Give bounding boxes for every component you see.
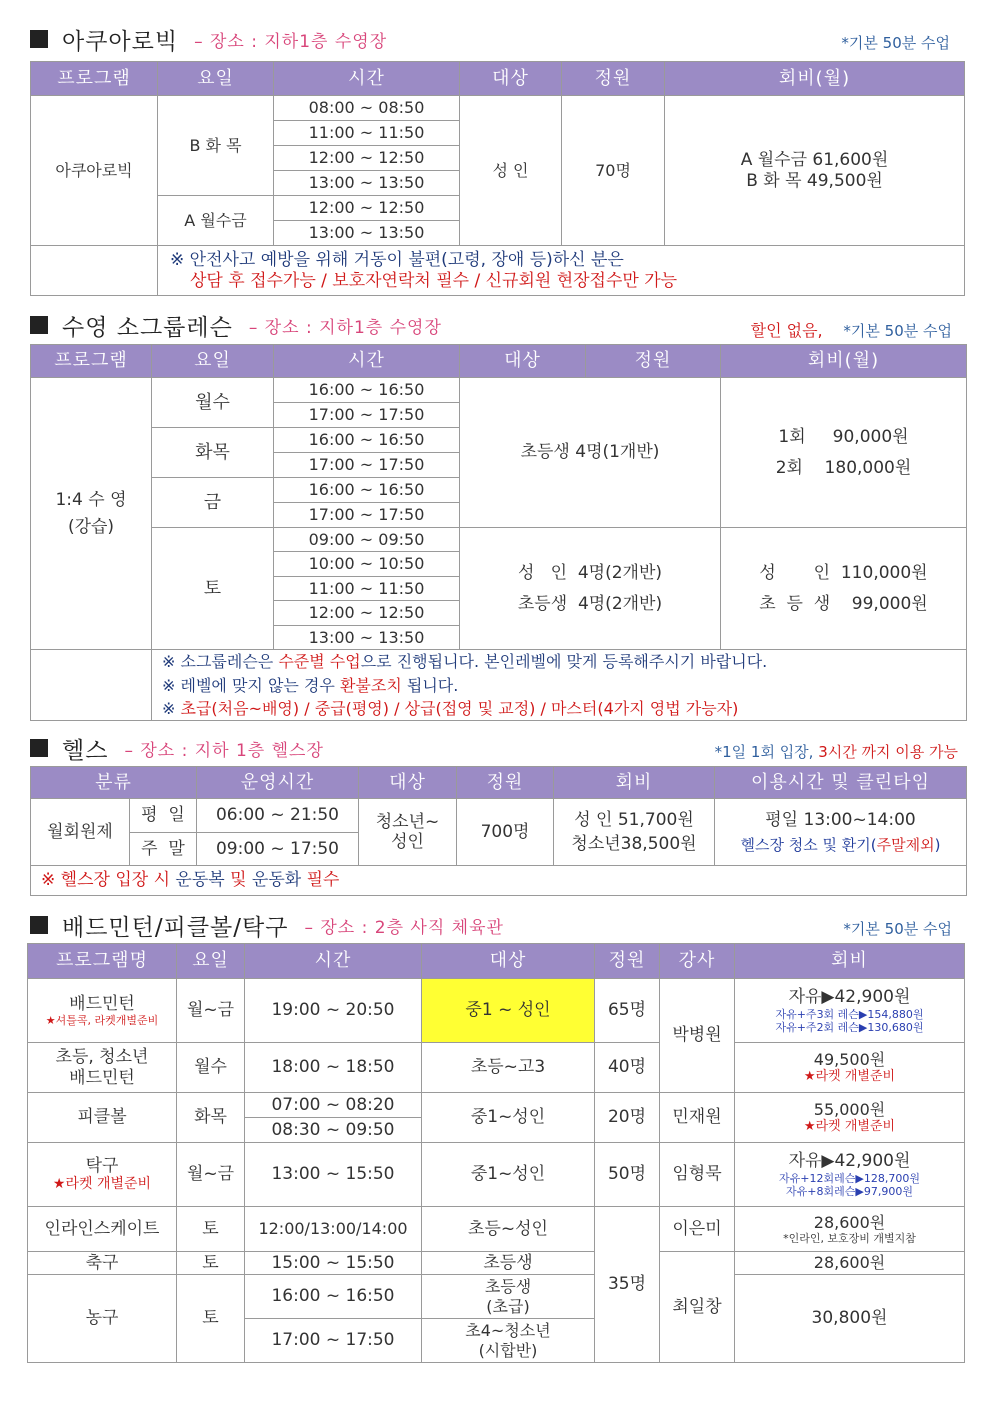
swim-note-blue: *기본 50분 수업 [843,322,952,340]
time-cell: 12:00 ~ 12:50 [274,146,460,171]
aqua-section-title [30,24,387,54]
table-row [28,1043,965,1093]
basket-target-2a: 초4~청소년 [465,1321,551,1341]
inline-target: 초등~성인 [422,1207,595,1252]
pickle-name: 피클볼 [28,1093,177,1143]
health-note-a: *1일 1회 입장, [714,743,819,761]
aqua-title: 아쿠아로빅 [62,28,179,55]
pickle-day: 화목 [177,1093,245,1143]
basket-day: 토 [177,1275,245,1363]
sports-note: *기본 50분 수업 [843,920,952,938]
basket-target-1 [422,1275,595,1319]
inline-fee [735,1207,965,1252]
time-cell: 08:00 ~ 08:50 [274,96,460,121]
badminton-name-text: 배드민턴 [69,993,135,1014]
swim-note-red: 할인 없음, [750,321,823,340]
square-bullet-icon [30,316,48,334]
swim-warn1-b: 수준별 수업 [278,652,361,671]
time-cell: 09:00 ~ 09:50 [274,528,460,552]
col-header: 프로그램 [31,345,152,378]
soccer-day: 토 [177,1252,245,1275]
swim-fee-sat [721,528,967,650]
tt-name [28,1143,177,1207]
shared-instructor: 최일창 [660,1252,735,1363]
youth-name-1: 초등, 청소년 [55,1047,149,1068]
health-fee-1: 성 인 51,700원 [574,809,694,830]
badminton-name [28,979,177,1043]
aqua-table [30,61,965,296]
pickle-fee-value: 55,000원 [813,1100,886,1120]
health-clean-2a: 헬스장 청소 및 환기( [740,836,877,855]
basket-target-2 [422,1319,595,1363]
youth-fee [735,1043,965,1093]
basket-target-1a: 초등생 [484,1277,532,1297]
time-cell: 16:00 ~ 16:50 [274,378,460,403]
col-header: 정원 [562,62,665,96]
health-time-weekday: 06:00 ~ 21:50 [197,799,359,833]
swim-warn3-b: 초급(처음~배영) / 중급(평영) / 상급(접영 및 교정) / 마스터(4가지 영법 가능자) [180,699,739,718]
aqua-target: 성 인 [460,96,562,246]
aqua-note: *기본 50분 수업 [841,34,950,52]
basket-name: 농구 [28,1275,177,1363]
col-header: 대상 [422,944,595,979]
shared-capacity: 35명 [595,1207,660,1363]
basket-target-2b: (시합반) [478,1340,538,1360]
col-header: 정원 [457,767,554,799]
swim-target-sat [460,528,721,650]
soccer-name: 축구 [28,1252,177,1275]
swim-fee-sat-2: 초 등 생 99,000원 [759,593,928,614]
swim-location: – 장소 : 지하1층 수영장 [248,317,442,338]
health-section-title [30,733,324,763]
swim-fee-1: 1회 90,000원 [778,427,909,448]
badminton-target: 중1 ~ 성인 [422,979,595,1043]
tt-sub: ★라켓 개별준비 [52,1176,152,1193]
tt-fee-8: 자유+8회레슨▶97,900원 [786,1184,913,1198]
health-weekday: 평 일 [130,799,197,833]
aqua-warning [158,246,965,296]
tt-name-text: 탁구 [85,1155,119,1176]
col-header: 대상 [460,345,586,378]
col-header: 시간 [274,62,460,96]
swim-day: 토 [152,528,274,650]
swim-target-weekday: 초등생 4명(1개반) [460,378,721,528]
youth-name [28,1043,177,1093]
col-header: 회비(월) [665,62,965,96]
soccer-target: 초등생 [422,1252,595,1275]
col-header: 운영시간 [197,767,359,799]
aqua-warn-line2: 상담 후 접수가능 / 보호자연락처 필수 / 신규회원 현장접수만 가능 [190,270,678,291]
youth-time: 18:00 ~ 18:50 [245,1043,422,1093]
swim-title: 수영 소그룹레슨 [62,314,233,341]
basket-time-2: 17:00 ~ 17:50 [245,1319,422,1363]
aqua-header-row [31,62,965,96]
pickle-time-2: 08:30 ~ 09:50 [245,1118,422,1143]
inline-fee-note: *인라인, 보호장비 개별지참 [783,1232,916,1245]
swim-day: 월수 [152,378,274,428]
health-warn-a: ※ 헬스장 입장 시 [41,870,176,891]
inline-day: 토 [177,1207,245,1252]
tt-fee-12: 자유+12회레슨▶128,700원 [779,1171,920,1185]
aqua-location: – 장소 : 지하1층 수영장 [194,31,388,52]
soccer-fee: 28,600원 [735,1252,965,1275]
time-cell: 17:00 ~ 17:50 [274,503,460,528]
swim-warn2-b: 환불조치 [339,676,402,695]
health-capacity: 700명 [457,799,554,866]
inline-instructor: 이은미 [660,1207,735,1252]
health-location: – 장소 : 지하 1층 헬스장 [124,740,324,761]
square-bullet-icon [30,30,48,48]
col-header: 대상 [460,62,562,96]
badminton-sub: ★셔틀콕, 라켓개별준비 [45,1014,159,1028]
health-note [715,741,958,762]
swim-warn3-a: ※ [162,699,181,718]
aqua-fee-b: B 화 목 49,500원 [746,170,883,191]
health-clean-2b: 주말제외 [876,836,935,855]
swim-header-row [31,345,967,378]
tt-day: 월~금 [177,1143,245,1207]
aqua-program: 아쿠아로빅 [31,96,158,246]
square-bullet-icon [30,916,48,934]
aqua-day-b: B 화 목 [158,96,274,196]
col-header: 이용시간 및 클린타임 [715,767,967,799]
aqua-fee [665,96,965,246]
health-note-b: 3시간 까지 이용 가능 [818,743,958,761]
swim-warn-line2 [162,674,966,697]
square-bullet-icon [30,739,48,757]
col-header: 정원 [595,944,660,979]
time-cell: 12:00 ~ 12:50 [274,601,460,626]
time-cell: 11:00 ~ 11:50 [274,577,460,601]
tt-fee [735,1143,965,1207]
aqua-fee-a: A 월수금 61,600원 [740,150,889,171]
swim-warn-line3 [162,697,966,720]
tt-instructor: 임형묵 [660,1143,735,1207]
health-warn-b: 운동복 [175,870,225,891]
youth-fee-note: ★라켓 개별준비 [803,1069,896,1085]
col-header: 강사 [660,944,735,979]
youth-day: 월수 [177,1043,245,1093]
time-cell: 17:00 ~ 17:50 [274,453,460,478]
pickle-time-1: 07:00 ~ 08:20 [245,1093,422,1118]
sports-title: 배드민턴/피클볼/탁구 [62,914,289,941]
swim-program [31,378,152,650]
table-row [28,1143,965,1207]
swim-fee-weekday [721,378,967,528]
health-time-weekend: 09:00 ~ 17:50 [197,833,359,866]
health-title: 헬스 [62,737,109,764]
col-header: 프로그램 [31,62,158,96]
soccer-time: 15:00 ~ 15:50 [245,1252,422,1275]
aqua-capacity: 70명 [562,96,665,246]
swim-table [30,344,967,721]
swim-target-sat-2: 초등생 4명(2개반) [517,593,663,614]
badminton-instructor: 박병원 [660,979,735,1093]
basket-target-1b: (초급) [486,1296,530,1316]
time-cell: 12:00 ~ 12:50 [274,196,460,221]
tt-time: 13:00 ~ 15:50 [245,1143,422,1207]
tt-fee-free: 자유▶42,900원 [788,1151,911,1172]
youth-target: 초등~고3 [422,1043,595,1093]
swim-warn-line1 [162,650,966,674]
health-warn-c: 및 [224,870,252,891]
swim-target-sat-1: 성 인 4명(2개반) [517,563,663,584]
badminton-time: 19:00 ~ 20:50 [245,979,422,1043]
health-category: 월회원제 [31,799,130,866]
swim-warning [152,650,967,721]
col-header: 요일 [158,62,274,96]
basket-fee: 30,800원 [735,1275,965,1363]
badminton-fee [735,979,965,1043]
inline-time: 12:00/13:00/14:00 [245,1207,422,1252]
badminton-fee-3x: 자유+주3회 레슨▶154,880원 [775,1007,924,1021]
health-fee [554,799,715,866]
sports-location: – 장소 : 2층 사직 체육관 [304,917,504,938]
health-target [359,799,457,866]
health-clean [715,799,967,866]
sports-table [27,943,965,1363]
col-header: 시간 [274,345,460,378]
time-cell: 16:00 ~ 16:50 [274,428,460,453]
youth-fee-value: 49,500원 [813,1050,886,1070]
tt-target: 중1~성인 [422,1143,595,1207]
badminton-day: 월~금 [177,979,245,1043]
swim-warn1-a: ※ 소그룹레슨은 [162,652,279,671]
swim-section-title [30,310,442,340]
time-cell: 13:00 ~ 13:50 [274,221,460,246]
table-row [28,1252,965,1275]
pickle-fee [735,1093,965,1143]
pickle-capacity: 20명 [595,1093,660,1143]
youth-capacity: 40명 [595,1043,660,1093]
basket-time-1: 16:00 ~ 16:50 [245,1275,422,1319]
time-cell: 11:00 ~ 11:50 [274,121,460,146]
health-target-1: 청소년~ [375,811,440,832]
col-header: 분류 [31,767,197,799]
health-warn-d: 운동화 [251,870,302,891]
col-header: 요일 [177,944,245,979]
time-cell: 16:00 ~ 16:50 [274,478,460,503]
swim-note [751,318,952,341]
badminton-capacity: 65명 [595,979,660,1043]
swim-warn2-c: 됩니다. [401,676,459,695]
swim-warn-spacer [31,650,152,721]
health-warn-e: 필수 [301,870,340,891]
time-cell: 13:00 ~ 13:50 [274,171,460,196]
col-header: 회비(월) [721,345,967,378]
aqua-warn-line1: ※ 안전사고 예방을 위해 거동이 불편(고령, 장애 등)하신 분은 [170,250,624,271]
badminton-fee-free: 자유▶42,900원 [788,987,911,1008]
swim-warn1-c: 으로 진행됩니다. 본인레벨에 맞게 등록해주시기 바랍니다. [360,652,768,671]
aqua-day-a: A 월수금 [158,196,274,246]
col-header: 프로그램명 [28,944,177,979]
time-cell: 17:00 ~ 17:50 [274,403,460,428]
col-header: 회비 [554,767,715,799]
pickle-target: 중1~성인 [422,1093,595,1143]
health-weekend: 주 말 [130,833,197,866]
table-row [28,979,965,1043]
table-row [28,1207,965,1252]
col-header: 대상 [359,767,457,799]
swim-day: 화목 [152,428,274,478]
time-cell: 10:00 ~ 10:50 [274,552,460,577]
swim-program-line2: (강습) [67,516,115,537]
sports-section-title [30,910,504,940]
swim-day: 금 [152,478,274,528]
col-header: 시간 [245,944,422,979]
swim-warn2-a: ※ 레벨에 맞지 않는 경우 [162,676,340,695]
tt-capacity: 50명 [595,1143,660,1207]
col-header: 회비 [735,944,965,979]
inline-fee-value: 28,600원 [813,1212,886,1232]
pickle-fee-note: ★라켓 개별준비 [803,1119,896,1135]
health-fee-2: 청소년38,500원 [571,834,697,854]
health-header-row [31,767,967,799]
pickle-instructor: 민재원 [660,1093,735,1143]
col-header: 요일 [152,345,274,378]
inline-name: 인라인스케이트 [28,1207,177,1252]
aqua-warn-spacer [31,246,158,296]
health-clean-2c: ) [934,836,941,855]
health-clean-1: 평일 13:00~14:00 [765,809,916,830]
health-warning [31,866,967,896]
time-cell: 13:00 ~ 13:50 [274,626,460,650]
swim-fee-2: 2회 180,000원 [775,457,912,478]
table-row [28,1275,965,1319]
swim-program-line1: 1:4 수 영 [55,490,127,511]
badminton-fee-2x: 자유+주2회 레슨▶130,680원 [775,1020,924,1034]
health-table [30,766,967,896]
youth-name-2: 배드민턴 [69,1067,135,1088]
table-row [28,1093,965,1118]
health-target-2: 성인 [391,832,424,852]
swim-fee-sat-1: 성 인 110,000원 [759,563,928,584]
health-clean-2 [715,836,966,854]
sports-header-row [28,944,965,979]
col-header: 정원 [586,345,721,378]
